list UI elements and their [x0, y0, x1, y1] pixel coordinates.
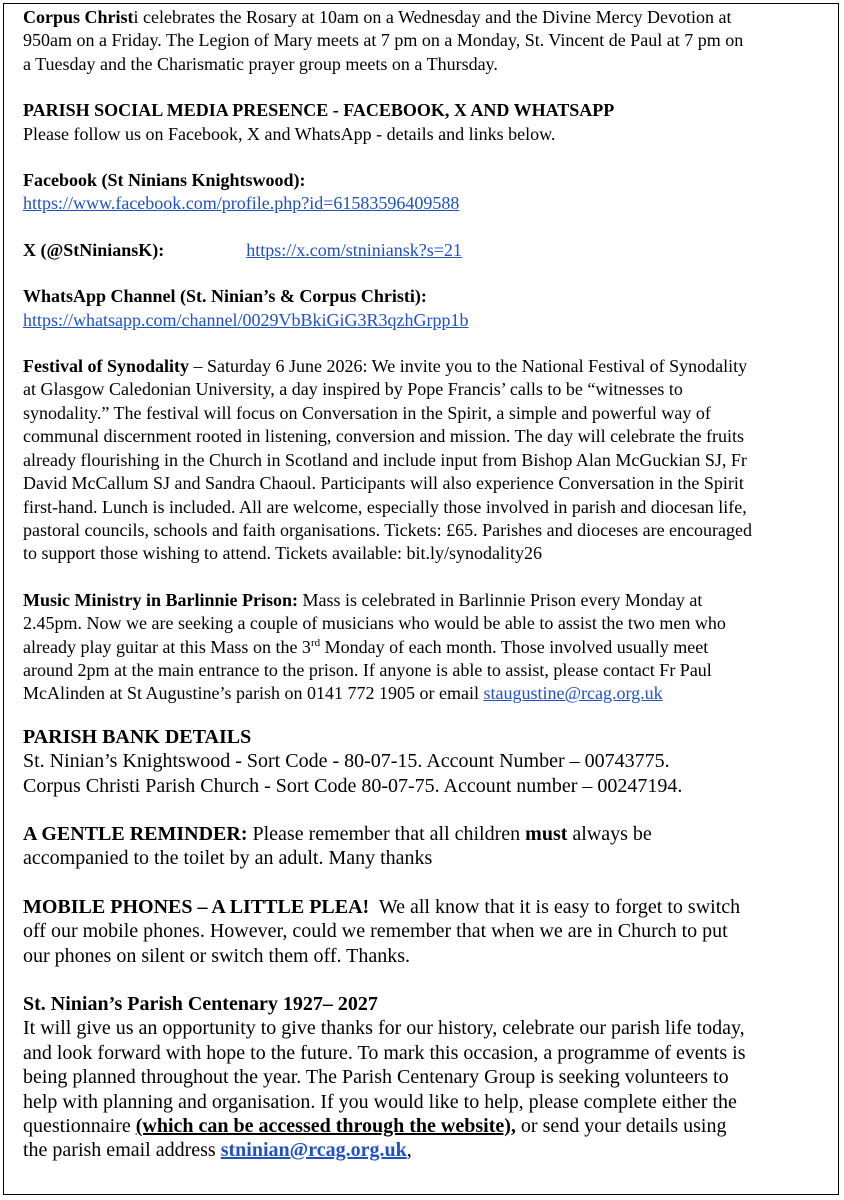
centenary-line-2: and look forward with hope to the future. To mark this occasion, a programme of events is	[23, 1041, 746, 1064]
festival-line-2: at Glasgow Caledonian University, a day inspired by Pope Francis’ calls to be “witnesses to	[23, 379, 683, 400]
festival-line-4: communal discernment rooted in listening, conversion and mission. The day will celebrate the fruits	[23, 426, 744, 447]
phones-line-3: our phones on silent or switch them off. Thanks.	[23, 944, 410, 967]
bank-line-1: St. Ninian’s Knightswood - Sort Code - 80-07-15. Account Number – 00743775.	[23, 750, 670, 773]
whatsapp-label: WhatsApp Channel (St. Ninian’s & Corpus Christi):	[23, 286, 427, 307]
bank-line-2: Corpus Christi Parish Church - Sort Code 80-07-75. Account number – 00247194.	[23, 774, 683, 797]
social-intro: Please follow us on Facebook, X and WhatsApp - details and links below.	[23, 123, 556, 144]
festival-line-5: already flourishing in the Church in Scotland and include input from Bishop Alan McGuckian SJ, Fr	[23, 449, 747, 470]
x-line	[23, 239, 819, 262]
festival-line-8: pastoral councils, schools and faith organisations. Tickets: £65. Parishes and dioceses are encouraged	[23, 519, 753, 540]
corpus-line-3: a Tuesday and the Charismatic prayer group meets on a Thursday.	[23, 53, 498, 74]
festival-line-7: first-hand. Lunch is included. All are welcome, especially those involved in parish and diocesan life,	[23, 496, 747, 517]
bulletin-content	[23, 6, 819, 1163]
x-label: X (@StNiniansK):	[23, 239, 165, 260]
centenary-line-6: the parish email address stninian@rcag.org.uk,	[23, 1139, 412, 1162]
facebook-link[interactable]: https://www.facebook.com/profile.php?id=61583596409588	[23, 193, 460, 214]
website-note: (which can be accessed through the website),	[135, 1115, 516, 1138]
festival-line-3: synodality.” The festival will focus on Conversation in the Spirit, a simple and powerful way of	[23, 402, 711, 423]
centenary-line-3: being planned throughout the year. The Parish Centenary Group is seeking volunteers to	[23, 1066, 729, 1089]
reminder-line-1: A GENTLE REMINDER: Please remember that all children must always be	[23, 822, 652, 845]
whatsapp-link[interactable]: https://whatsapp.com/channel/0029VbBkiGiG3R3qzhGrpp1b	[23, 309, 469, 330]
reminder-bold: A GENTLE REMINDER:	[23, 822, 248, 845]
phones-bold: MOBILE PHONES – A LITTLE PLEA!	[23, 895, 370, 918]
festival-line-1: Festival of Synodality – Saturday 6 June 2026: We invite you to the National Festival of Synodality	[23, 356, 748, 377]
facebook-label: Facebook (St Ninians Knightswood):	[23, 170, 306, 191]
x-link[interactable]: https://x.com/stniniansk?s=21	[246, 239, 462, 260]
bulletin-page	[3, 3, 839, 1195]
music-line-3: already play guitar at this Mass on the 3rd Monday of each month. Those involved usually meet	[23, 636, 709, 657]
facebook-link-line	[23, 192, 819, 215]
music-line-1: Music Ministry in Barlinnie Prison: Mass is celebrated in Barlinnie Prison every Monday at	[23, 589, 703, 610]
corpus-line-2: 950am on a Friday. The Legion of Mary meets at 7 pm on a Monday, St. Vincent de Paul at 7 pm on	[23, 30, 744, 51]
festival-bold: Festival of Synodality	[23, 356, 190, 377]
whatsapp-link-line	[23, 309, 819, 332]
staugustine-email-link[interactable]: staugustine@rcag.org.uk	[483, 683, 663, 704]
phones-line-2: off our mobile phones. However, could we remember that when we are in Church to put	[23, 920, 728, 943]
festival-line-6: David McCallum SJ and Sandra Chaoul. Participants will also experience Conversation in the Spirit	[23, 473, 744, 494]
corpus-line-1: Corpus Christi celebrates the Rosary at 10am on a Wednesday and the Divine Mercy Devotion at	[23, 7, 732, 27]
centenary-heading: St. Ninian’s Parish Centenary 1927– 2027	[23, 993, 378, 1015]
corpus-bold: Corpus Christ	[23, 7, 134, 27]
social-heading: PARISH SOCIAL MEDIA PRESENCE - FACEBOOK, X AND WHATSAPP	[23, 100, 615, 121]
festival-line-9: to support those wishing to attend. Tickets available: bit.ly/synodality26	[23, 543, 542, 564]
phones-line-1: MOBILE PHONES – A LITTLE PLEA! We all know that it is easy to forget to switch	[23, 895, 741, 918]
centenary-line-1: It will give us an opportunity to give thanks for our history, celebrate our parish life today,	[23, 1017, 745, 1040]
music-line-4: around 2pm at the main entrance to the prison. If anyone is able to assist, please contact Fr Paul	[23, 659, 712, 680]
reminder-line-2: accompanied to the toilet by an adult. Many thanks	[23, 847, 433, 870]
music-bold: Music Ministry in Barlinnie Prison:	[23, 589, 299, 610]
centenary-line-5: questionnaire (which can be accessed through the website), or send your details using	[23, 1115, 727, 1138]
music-line-5: McAlinden at St Augustine’s parish on 0141 772 1905 or email staugustine@rcag.org.uk	[23, 683, 663, 704]
centenary-line-4: help with planning and organisation. If you would like to help, please complete either the	[23, 1090, 737, 1113]
music-line-2: 2.45pm. Now we are seeking a couple of musicians who would be able to assist the two men who	[23, 613, 726, 634]
bank-heading: PARISH BANK DETAILS	[23, 725, 252, 748]
stninian-email-link[interactable]: stninian@rcag.org.uk	[220, 1139, 407, 1162]
